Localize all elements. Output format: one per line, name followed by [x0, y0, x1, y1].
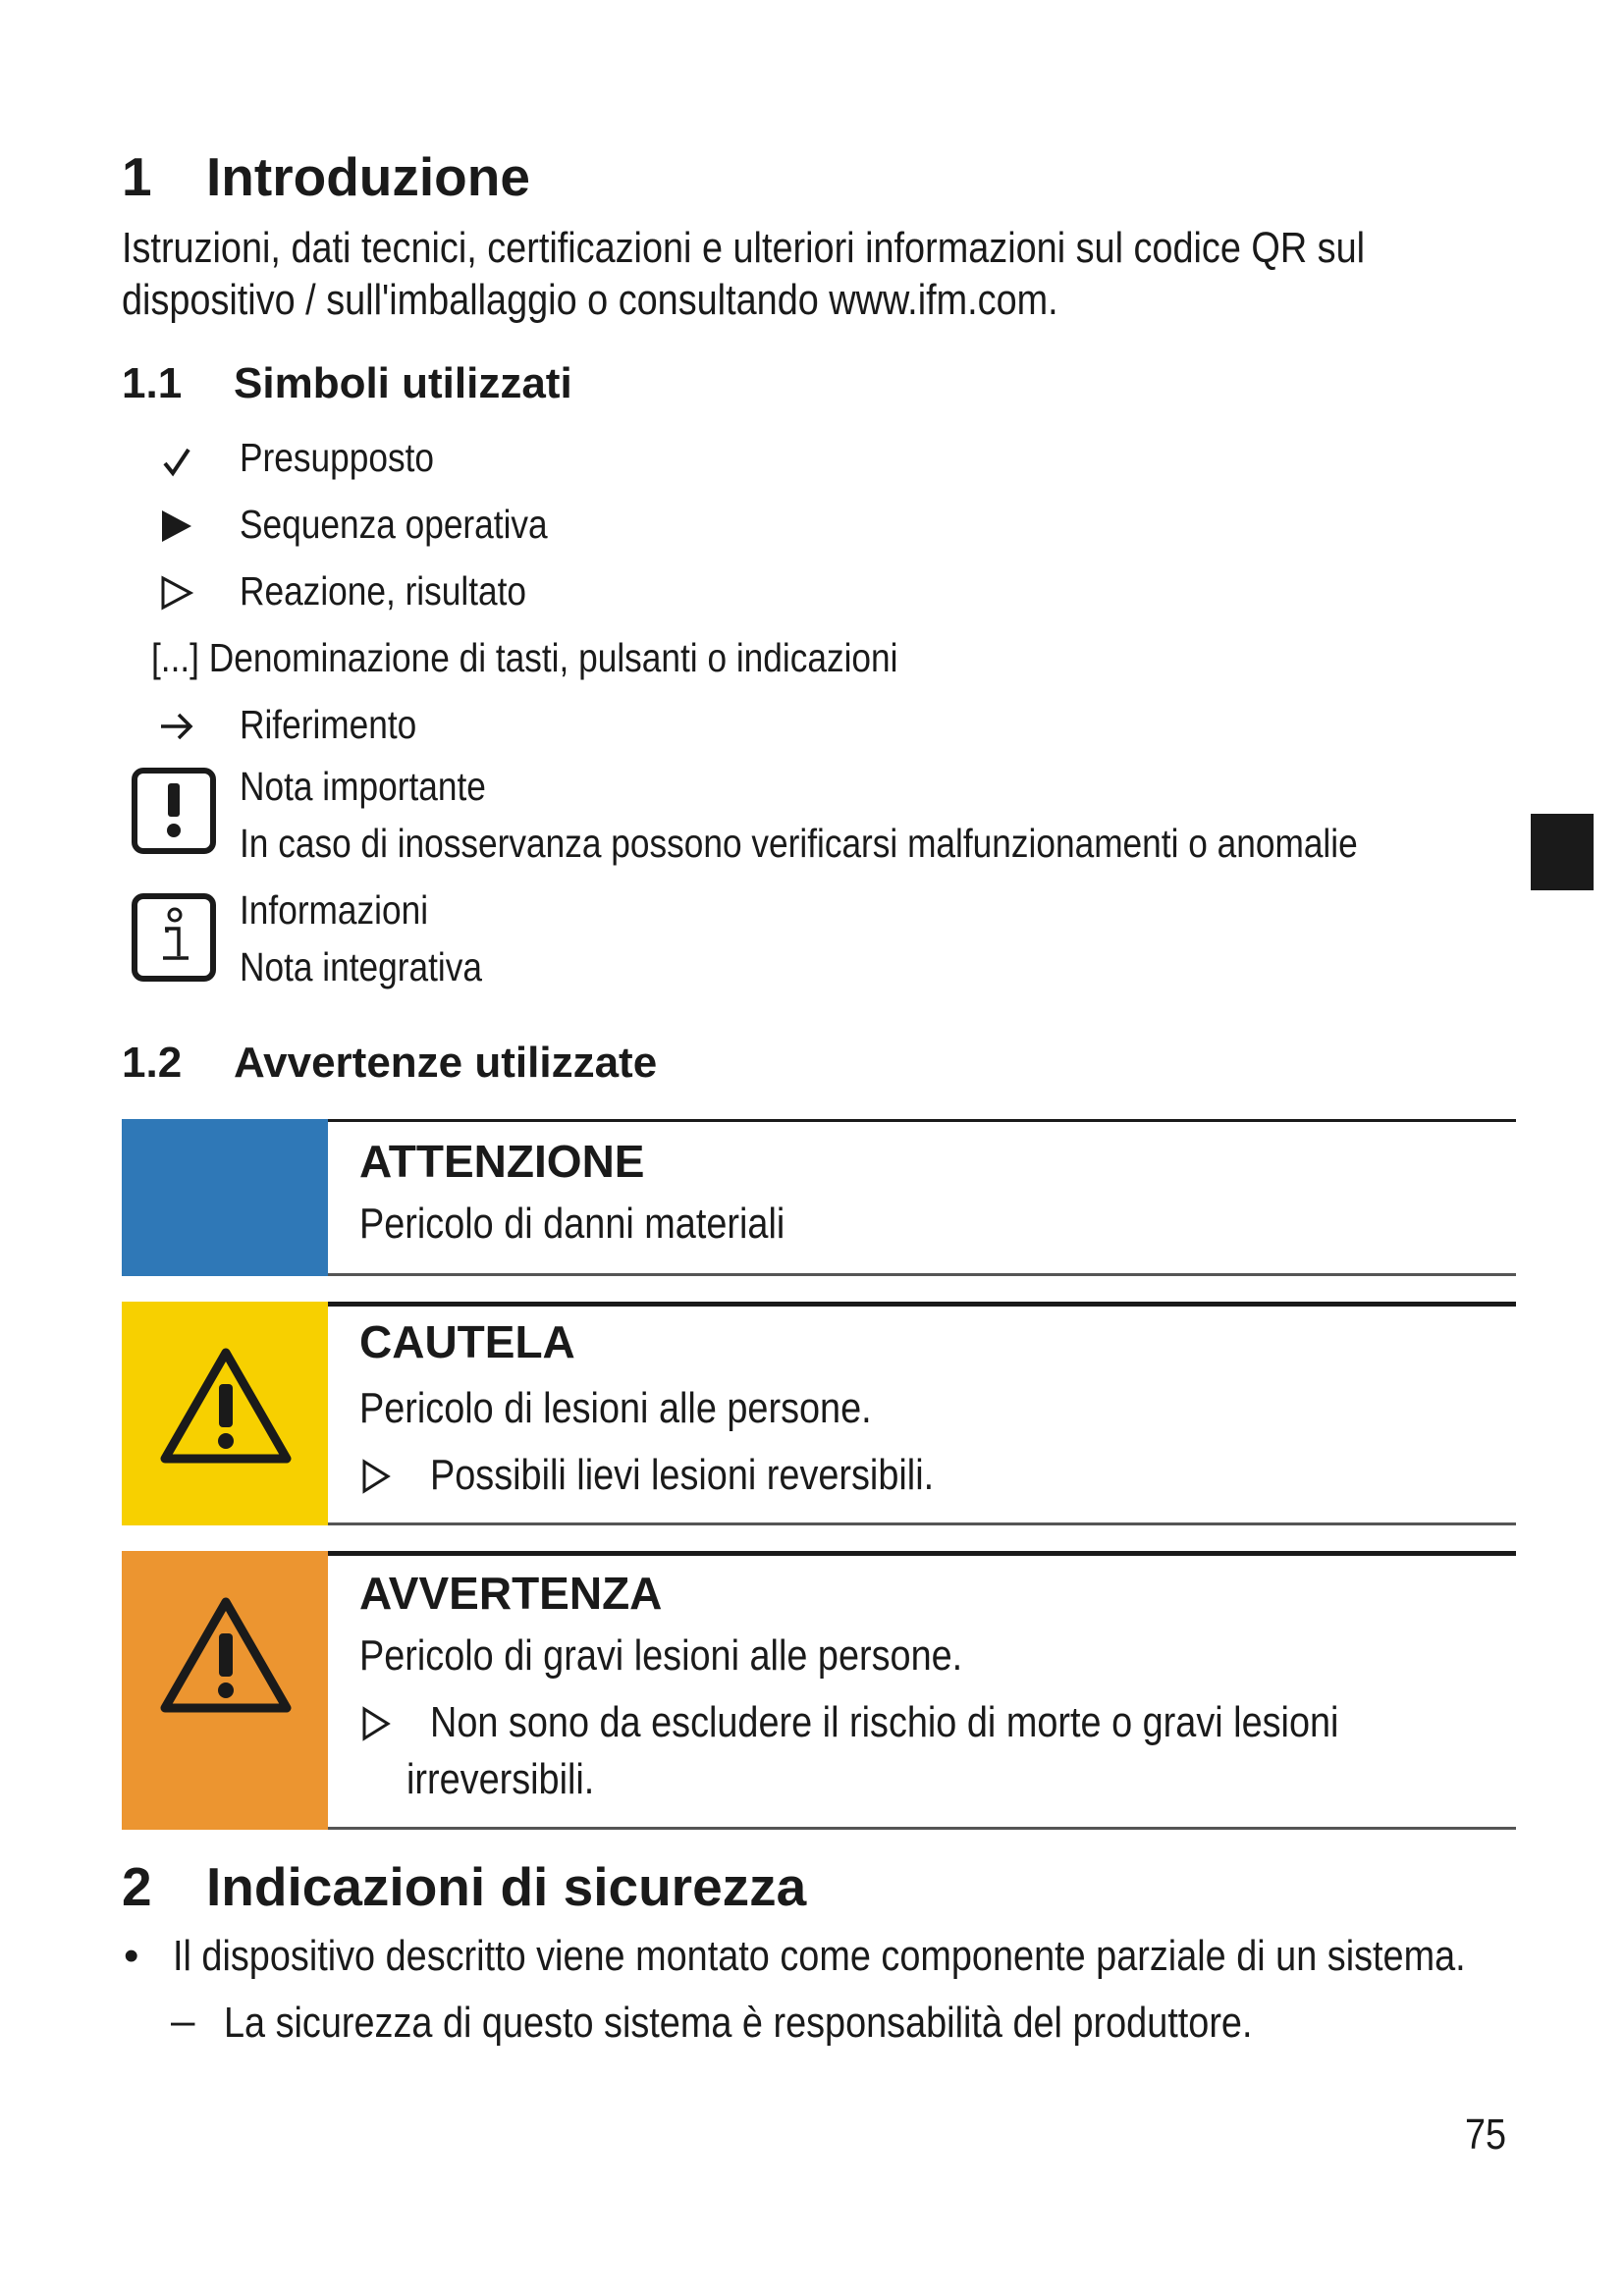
warning-description: Pericolo di lesioni alle persone.	[359, 1384, 872, 1432]
exclamation-icon	[132, 768, 216, 854]
dash-marker: –	[171, 1997, 195, 2045]
brackets-icon: [...]	[151, 635, 199, 680]
warning-consequence: Non sono da escludere il rischio di morte o gravi lesioni	[430, 1698, 1339, 1746]
section-number: 1.2	[122, 1039, 183, 1087]
checkmark-icon	[157, 440, 196, 483]
section-number: 1.1	[122, 359, 183, 407]
symbol-label: Reazione, risultato	[240, 568, 527, 614]
chapter-tab-marker	[1531, 814, 1594, 890]
divider	[328, 1522, 1516, 1525]
outline-triangle-icon	[361, 1459, 391, 1494]
section-title: Indicazioni di sicurezza	[206, 1856, 807, 1917]
warning-description: Pericolo di danni materiali	[359, 1200, 785, 1248]
warning-triangle-icon	[157, 1594, 295, 1716]
arrow-right-icon	[155, 705, 198, 748]
symbol-label: Presupposto	[240, 435, 434, 480]
intro-line: dispositivo / sull'imballaggio o consultando www.ifm.com.	[122, 276, 1058, 324]
section-number: 2	[122, 1856, 152, 1917]
intro-line: Istruzioni, dati tecnici, certificazioni e ulteriori informazioni sul codice QR sul	[122, 224, 1366, 272]
symbol-label: Riferimento	[240, 702, 417, 747]
warning-triangle-icon	[157, 1345, 295, 1467]
important-note-title: Nota importante	[240, 764, 486, 809]
important-note-text: In caso di inosservanza possono verificarsi malfunzionamenti o anomalie	[240, 821, 1358, 866]
outline-triangle-icon	[361, 1706, 391, 1741]
page-number: 75	[1465, 2110, 1507, 2159]
section-title: Avvertenze utilizzate	[234, 1039, 658, 1087]
section-1-1-heading	[122, 359, 907, 410]
info-icon	[132, 893, 216, 982]
info-note-text: Nota integrativa	[240, 944, 482, 989]
warning-cautela	[122, 1302, 1516, 1525]
section-1-heading	[122, 145, 907, 208]
warning-color-bar	[122, 1302, 328, 1525]
warning-avvertenza	[122, 1551, 1516, 1830]
divider	[328, 1273, 1516, 1276]
warning-level: CAUTELA	[359, 1316, 575, 1367]
warning-consequence: irreversibili.	[406, 1755, 595, 1803]
warning-level: ATTENZIONE	[359, 1136, 645, 1187]
symbol-label: Denominazione di tasti, pulsanti o indicazioni	[208, 635, 898, 680]
filled-triangle-icon	[157, 505, 196, 548]
section-2-heading	[122, 1855, 1104, 1918]
warning-color-bar	[122, 1551, 328, 1830]
bullet-marker: •	[124, 1932, 139, 1980]
warning-attenzione	[122, 1119, 1516, 1276]
warning-description: Pericolo di gravi lesioni alle persone.	[359, 1631, 963, 1680]
outline-triangle-icon	[157, 571, 196, 614]
divider	[328, 1119, 1516, 1122]
divider	[328, 1827, 1516, 1830]
section-title: Simboli utilizzati	[234, 359, 572, 407]
brackets-symbol-line	[151, 635, 897, 681]
warning-consequence: Possibili lievi lesioni reversibili.	[430, 1451, 935, 1499]
info-note-title: Informazioni	[240, 887, 429, 933]
section-number: 1	[122, 146, 152, 207]
symbol-label: Sequenza operativa	[240, 502, 548, 547]
intro-paragraph	[122, 222, 1567, 326]
warning-level: AVVERTENZA	[359, 1568, 663, 1619]
section-title: Introduzione	[206, 146, 530, 207]
divider	[328, 1302, 1516, 1307]
bullet-text: Il dispositivo descritto viene montato come componente parziale di un sistema.	[173, 1932, 1466, 1980]
divider	[328, 1551, 1516, 1556]
warning-color-bar	[122, 1119, 328, 1276]
sub-bullet-text: La sicurezza di questo sistema è responsabilità del produttore.	[224, 1999, 1253, 2047]
section-1-2-heading	[122, 1039, 1005, 1090]
